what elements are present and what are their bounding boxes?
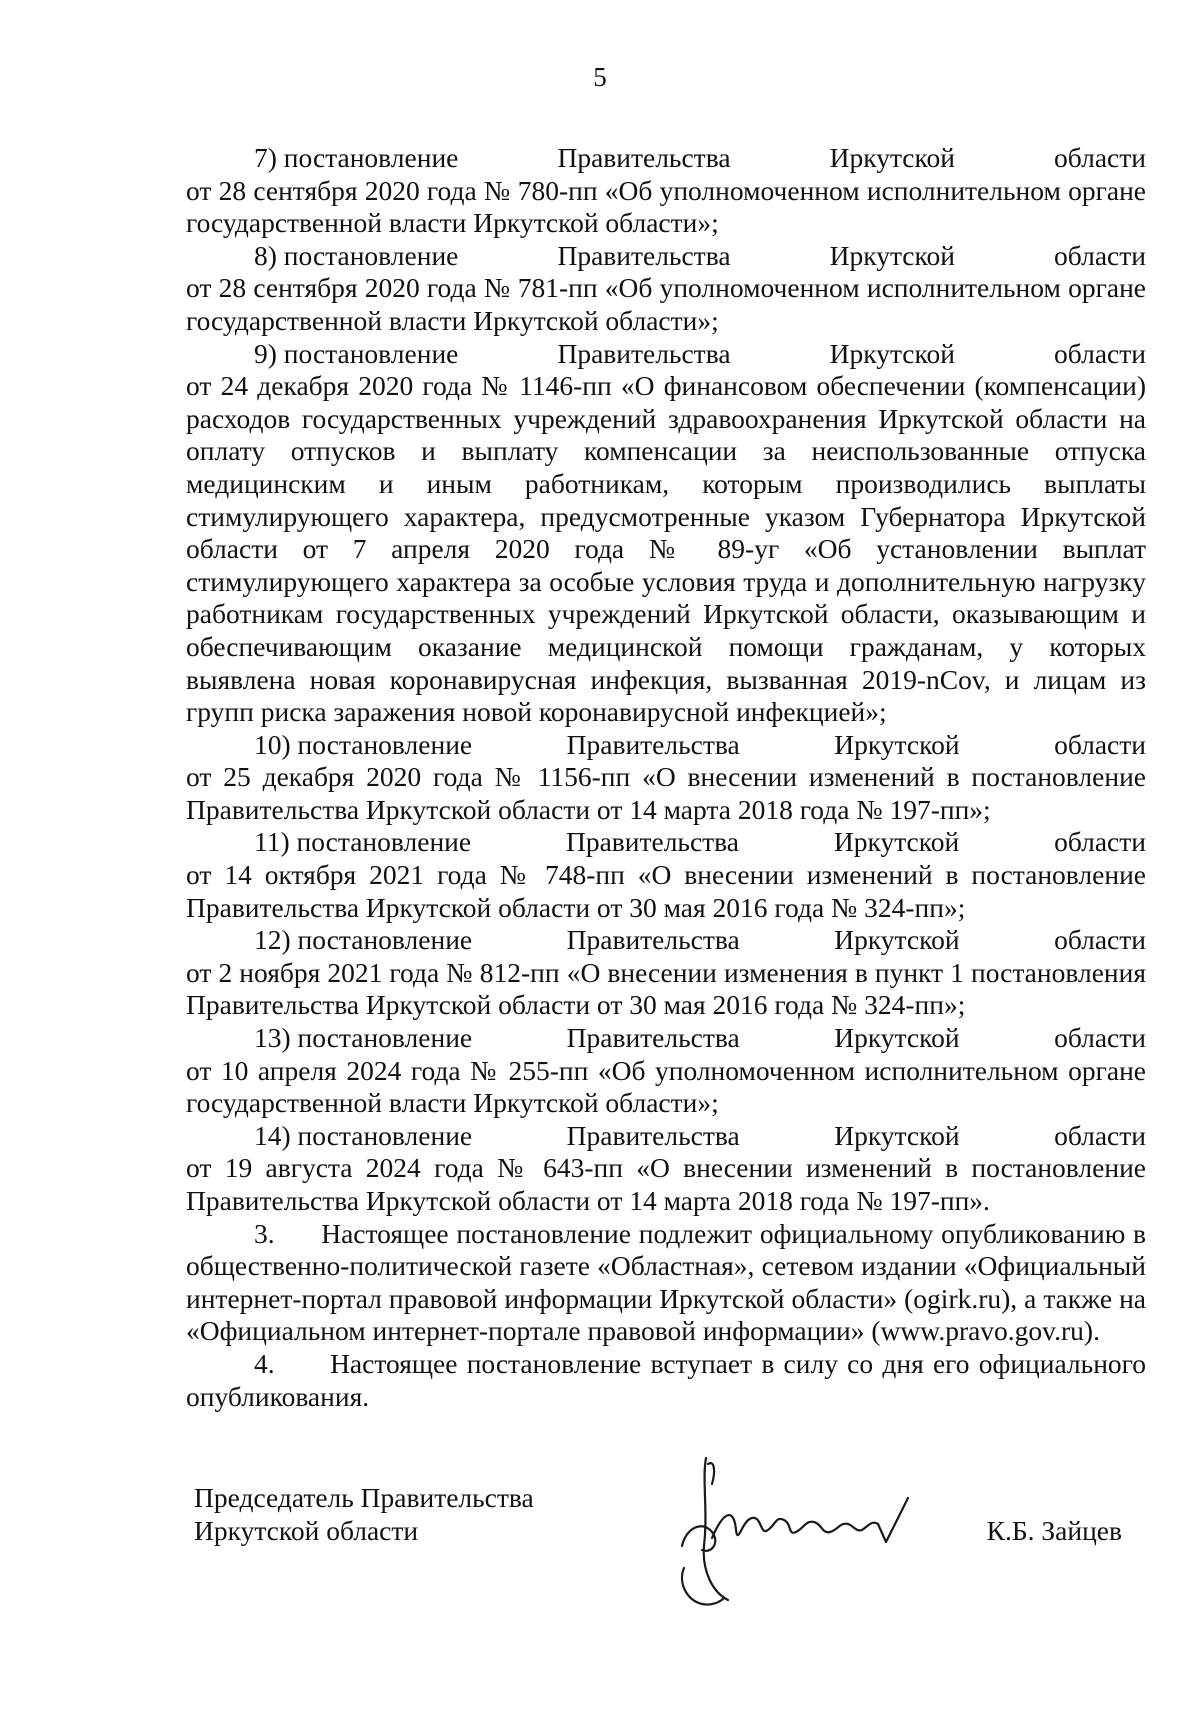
head-word: Иркутской bbox=[829, 142, 955, 173]
section-paragraph bbox=[186, 1348, 1146, 1413]
head-word: Правительства bbox=[557, 142, 731, 173]
head-word: постановление bbox=[297, 924, 473, 956]
head-word: Иркутской bbox=[834, 924, 960, 956]
section-text: Настоящее постановление подлежит официальному опубликованию в общественно-политической газете «Областная», сетевом издании «Официальный интернет-портал правовой информации Иркутской области» (ogirk.ru), а также на «Официальном интернет-портале правовой информации» (www.pravo.gov.ru). bbox=[186, 1217, 1146, 1347]
list-item-head bbox=[186, 924, 1146, 957]
head-word: постановление bbox=[296, 826, 472, 858]
head-word: области bbox=[1054, 239, 1146, 271]
section-paragraph bbox=[186, 1218, 1146, 1348]
head-word: Иркутской bbox=[834, 1022, 960, 1054]
list-item bbox=[186, 240, 1146, 338]
list-item-number: 7) bbox=[254, 142, 277, 173]
head-word: Правительства bbox=[566, 1022, 740, 1054]
list-item-head bbox=[186, 338, 1146, 371]
head-word: Иркутской bbox=[829, 239, 955, 271]
list-item-text: от 19 августа 2024 года № 643-пп «О внесении изменений в постановление Правительства Иркутской области от 14 марта 2018 года № 197-пп». bbox=[186, 1152, 1146, 1216]
signatory-position-line: Председатель Правительства bbox=[194, 1482, 534, 1513]
list-item bbox=[186, 924, 1146, 1022]
head-word: постановление bbox=[297, 1119, 473, 1151]
list-item-text: от 14 октября 2021 года № 748-пп «О внесении изменений в постановление Правительства Иркутской области от 30 мая 2016 года № 324-пп»; bbox=[186, 859, 1146, 923]
document-body bbox=[186, 142, 1146, 1413]
head-word: постановление bbox=[283, 337, 459, 369]
list-item-head bbox=[186, 729, 1146, 762]
head-word: области bbox=[1054, 728, 1146, 760]
head-word: Иркутской bbox=[834, 1119, 960, 1151]
head-word: Иркутской bbox=[834, 728, 960, 760]
list-item-number: 10) bbox=[254, 728, 291, 760]
list-item-number: 8) bbox=[254, 239, 277, 271]
section-text: Настоящее постановление вступает в силу со дня его официального опубликования. bbox=[186, 1347, 1147, 1412]
handwritten-signature bbox=[672, 1450, 932, 1610]
head-word: Правительства bbox=[566, 1119, 740, 1151]
list-item-text: от 28 сентября 2020 года № 780-пп «Об уполномоченном исполнительном органе государственной власти Иркутской области»; bbox=[186, 174, 1146, 239]
head-word: Правительства bbox=[565, 826, 740, 858]
head-word: области bbox=[1054, 1022, 1146, 1054]
list-item bbox=[186, 338, 1146, 729]
section-number: 3. bbox=[254, 1217, 275, 1249]
head-word: Правительства bbox=[566, 728, 740, 760]
list-item-text: от 25 декабря 2020 года № 1156-пп «О внесении изменений в постановление Правительства Иркутской области от 14 марта 2018 года № 197-пп»; bbox=[186, 761, 1146, 825]
head-word: постановление bbox=[297, 1022, 473, 1054]
signatory-position-line: Иркутской области bbox=[194, 1514, 419, 1546]
list-item-text: от 24 декабря 2020 года № 1146-пп «О финансовом обеспечении (компенсации) расходов государственных учреждений здравоохранения Иркутской области на оплату отпусков и выплату компенсации за неиспользованные отпуска медицинским и иным работникам, которым производились выплаты стимулирующего характера, предусмотренные указом Губернатора Иркутской области от 7 апреля 2020 года № 89-уг «Об установлении выплат стимулирующего характера за особые условия труда и дополнительную нагрузку работникам государственных учреждений Иркутской области, оказывающим и обеспечивающим оказание медицинской помощи гражданам, у которых выявлена новая коронавирусная инфекция, вызванная 2019-nCov, и лицам из групп риска заражения новой коронавирусной инфекцией»; bbox=[186, 370, 1146, 728]
list-item-number: 14) bbox=[254, 1119, 291, 1151]
list-item-text: от 10 апреля 2024 года № 255-пп «Об уполномоченном исполнительном органе государственной власти Иркутской области»; bbox=[186, 1054, 1146, 1119]
list-item bbox=[186, 1022, 1146, 1120]
list-item bbox=[186, 1120, 1146, 1218]
list-item-text: от 28 сентября 2020 года № 781-пп «Об уполномоченном исполнительном органе государственной власти Иркутской области»; bbox=[186, 272, 1146, 336]
head-word: области bbox=[1054, 142, 1146, 173]
head-word: постановление bbox=[283, 142, 459, 173]
list-item-head bbox=[186, 240, 1146, 273]
head-word: постановление bbox=[297, 728, 473, 760]
head-word: области bbox=[1054, 826, 1146, 858]
list-item-number: 11) bbox=[254, 826, 290, 858]
list-item bbox=[186, 729, 1146, 827]
head-word: области bbox=[1054, 1119, 1146, 1151]
list-item-head bbox=[186, 826, 1146, 859]
section-number: 4. bbox=[254, 1347, 275, 1379]
list-item-number: 12) bbox=[254, 924, 291, 956]
signatory-position bbox=[194, 1482, 534, 1547]
signatory-name: К.Б. Зайцев bbox=[986, 1515, 1122, 1546]
head-word: области bbox=[1054, 924, 1146, 956]
list-item-head bbox=[186, 1120, 1146, 1153]
list-item-number: 13) bbox=[254, 1022, 291, 1054]
list-item-text: от 2 ноября 2021 года № 812-пп «О внесении изменения в пункт 1 постановления Правительства Иркутской области от 30 мая 2016 года № 324-пп»; bbox=[186, 956, 1146, 1021]
head-word: Правительства bbox=[557, 239, 731, 271]
signature-block bbox=[194, 1482, 1134, 1632]
page-number: 5 bbox=[593, 62, 607, 92]
head-word: Правительства bbox=[566, 924, 740, 956]
list-item-head bbox=[186, 1022, 1146, 1055]
head-word: Иркутской bbox=[829, 337, 955, 369]
head-word: постановление bbox=[283, 239, 459, 271]
list-item bbox=[186, 826, 1146, 924]
head-word: Иркутской bbox=[833, 826, 960, 858]
head-word: области bbox=[1054, 337, 1146, 369]
list-item-head bbox=[186, 142, 1146, 175]
list-item-number: 9) bbox=[254, 337, 277, 369]
list-item bbox=[186, 142, 1146, 240]
head-word: Правительства bbox=[557, 337, 731, 369]
